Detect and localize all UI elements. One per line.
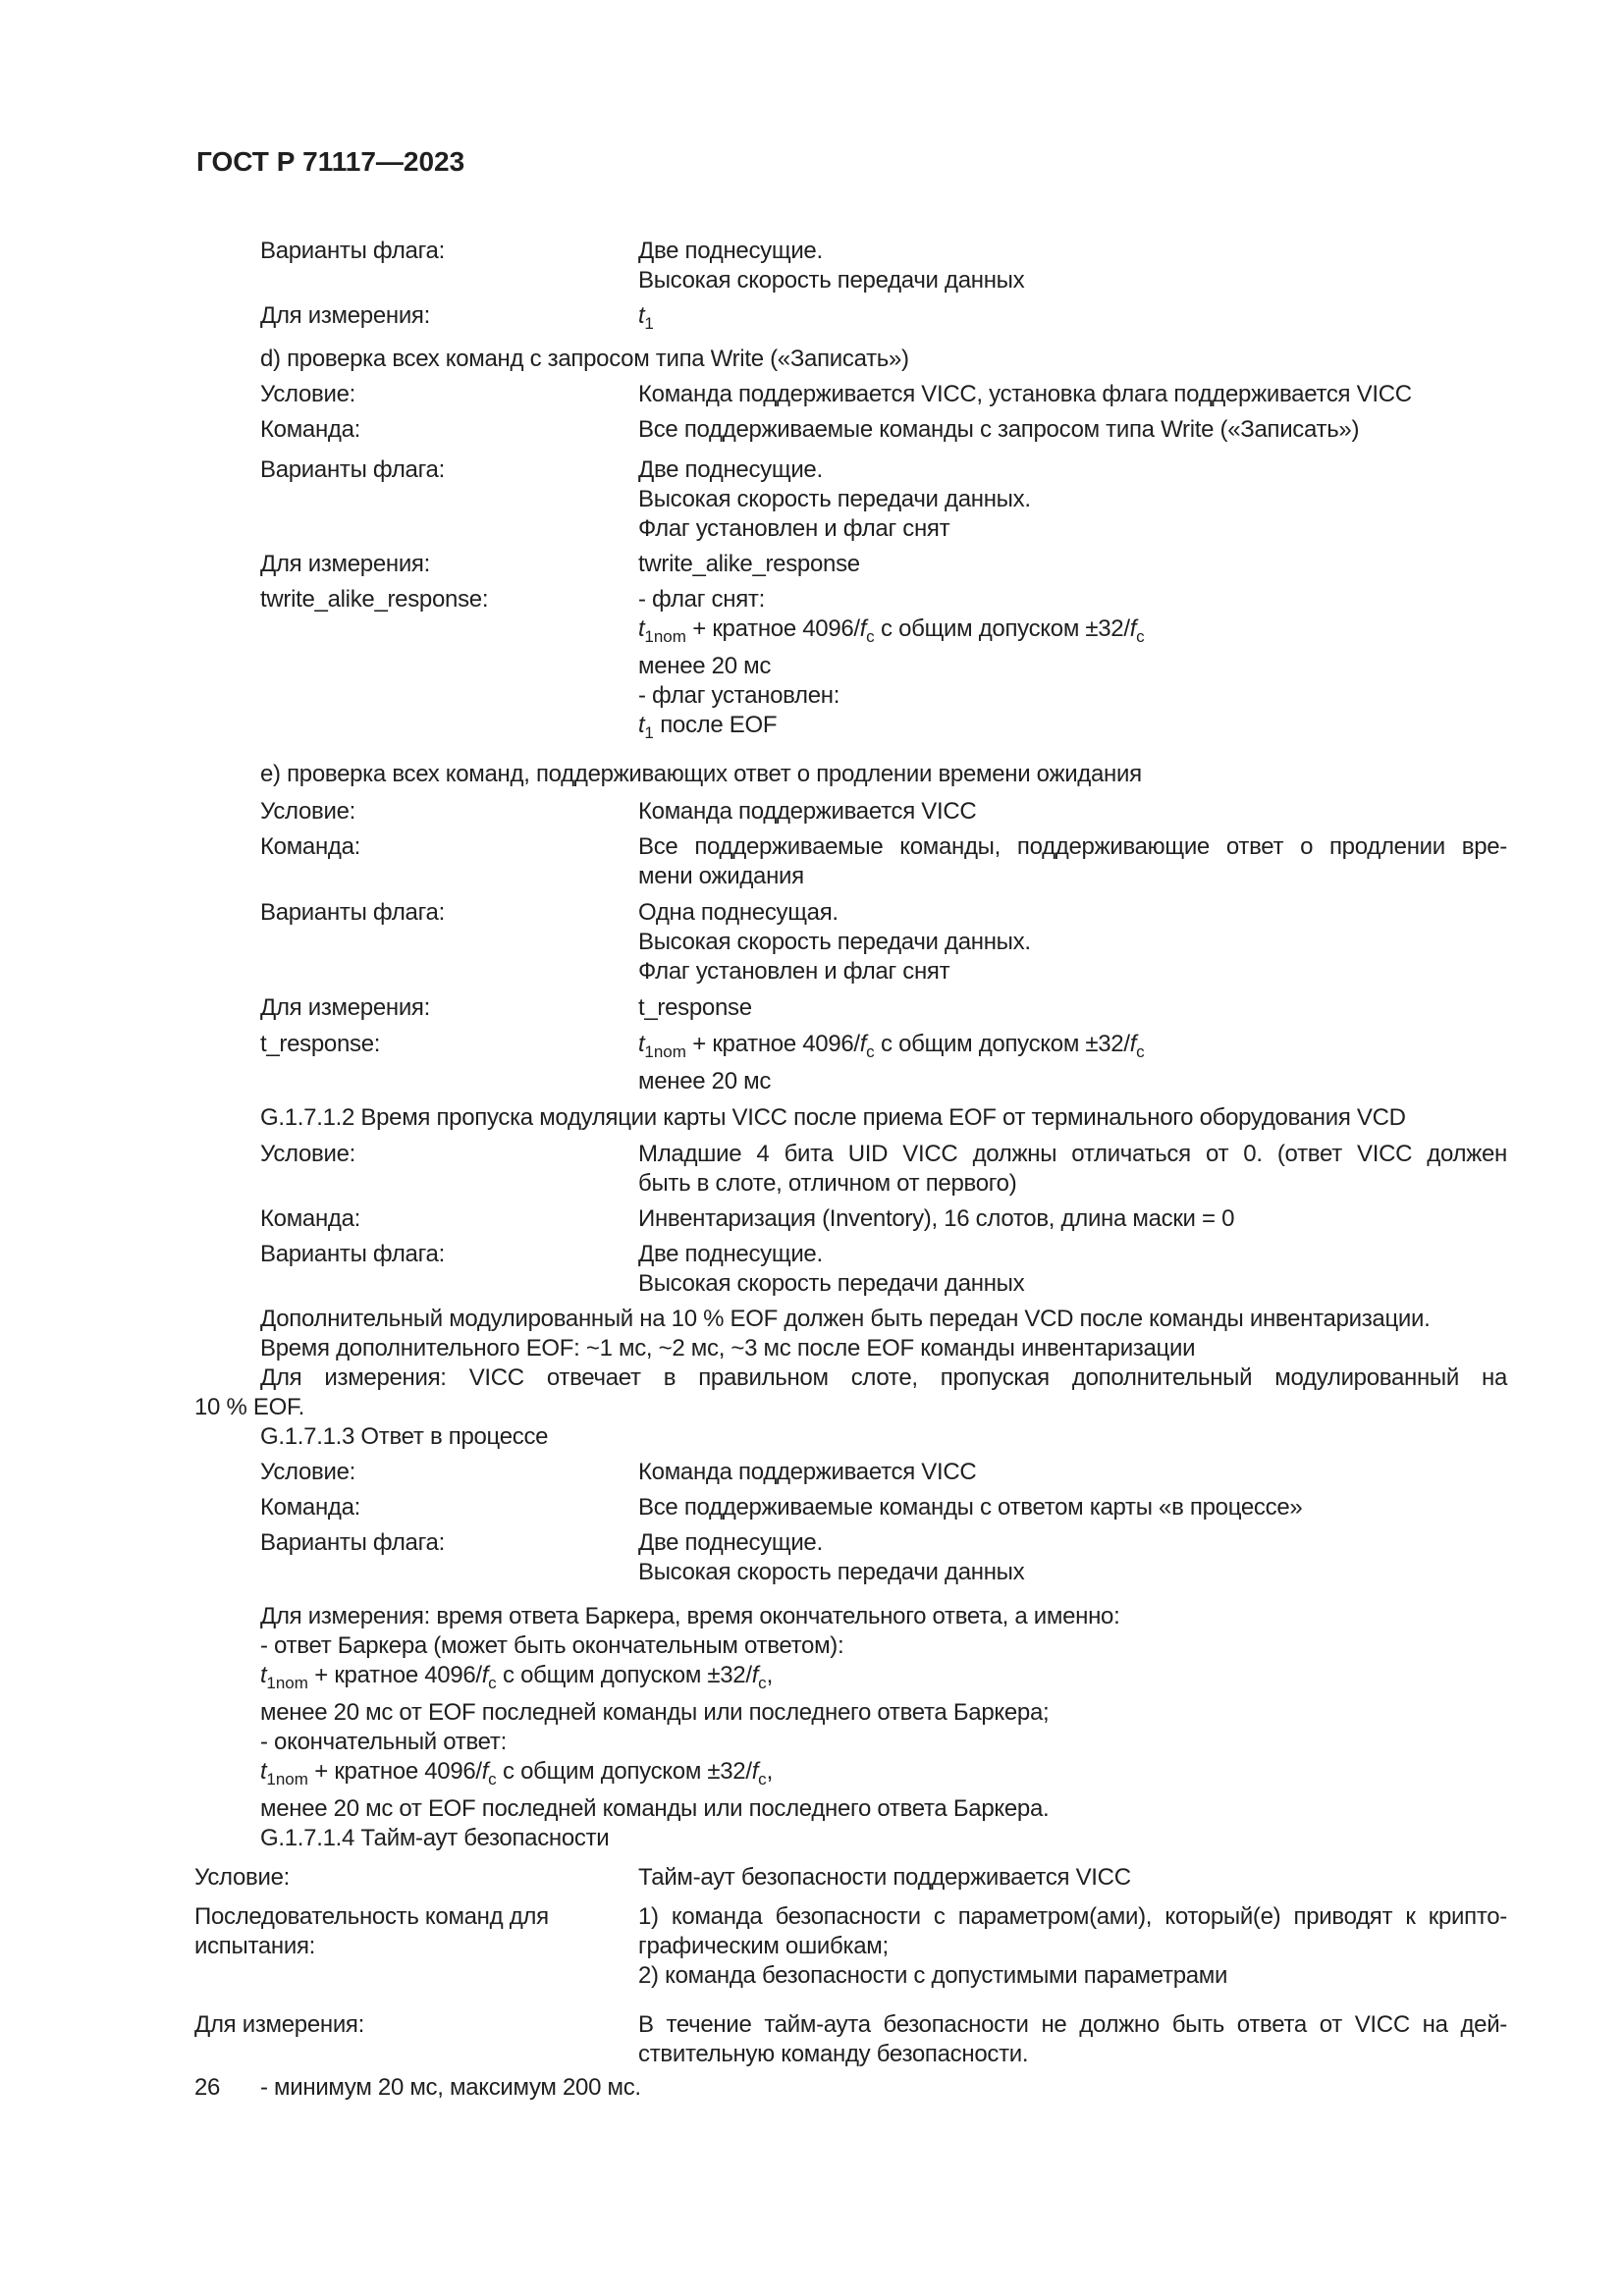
row-label-line: Команда: [260,833,361,860]
formula-text: , [766,1758,773,1785]
formula-text: с общим допуском ±32/ [496,1758,752,1785]
row-label [260,1528,445,1558]
row-value-line: В течение тайм-аута безопасности не должно быть ответа от VICC на дей- [638,2011,1507,2038]
paragraph-line: - окончательный ответ: [260,1729,507,1755]
row-label-line: Варианты флага: [260,1529,445,1556]
row-value-line [638,614,1507,652]
formula-text: , [766,1662,773,1688]
row-value-line: Высокая скорость передачи данных [638,267,1025,294]
subscript-text: c [758,1674,767,1692]
row-value-line: Две поднесущие. [638,1529,823,1556]
row-label [260,1493,360,1522]
row-value-line: быть в слоте, отличном от первого) [638,1170,1017,1197]
row-label-line: twrite_alike_response: [260,586,489,613]
row-value-line: менее 20 мс [638,653,772,679]
row-label [260,380,355,409]
row-label-line: Условие: [260,798,356,825]
italic-symbol: t [638,615,645,642]
row-value-line: менее 20 мс [638,1068,772,1095]
row-label [260,832,360,862]
subscript-text: 1nom [644,627,686,646]
italic-symbol: t [638,302,645,329]
definition-row [194,585,1507,748]
row-label-line: Команда: [260,416,361,443]
section-heading-line: G.1.7.1.2 Время пропуска модуляции карты VICC после приема EOF от терминального оборудования VCD [260,1104,1406,1131]
row-label [260,993,430,1023]
row-value [638,1493,1507,1522]
definition-row [194,301,1507,339]
paragraph [194,2073,1507,2103]
definition-row [194,550,1507,579]
row-value [638,1863,1507,1893]
subscript-text: c [866,1042,875,1061]
row-value-line: Высокая скорость передачи данных. [638,929,1031,955]
definition-row [194,1140,1507,1199]
section-heading-line: G.1.7.1.4 Тайм-аут безопасности [260,1825,610,1851]
row-value-line: Одна поднесущая. [638,899,839,926]
italic-symbol: f [751,1758,759,1785]
italic-symbol: f [1129,615,1137,642]
row-value-line: Младшие 4 бита UID VICC должны отличаться от 0. (ответ VICC должен [638,1141,1507,1167]
formula-text: с общим допуском ±32/ [874,615,1130,642]
row-label [260,1204,360,1234]
italic-symbol: f [481,1662,489,1688]
row-value [638,832,1507,891]
subscript-text: 1nom [266,1770,308,1789]
row-label-line: Команда: [260,1494,361,1521]
row-value [638,1458,1507,1487]
row-value-line: графическим ошибкам; [638,1933,889,1959]
subscript-text: c [488,1770,497,1789]
paragraph-line [194,1661,1507,1698]
row-label [260,415,360,445]
row-label [194,1902,549,1961]
subscript-text: 1 [644,314,654,333]
row-value-line [638,301,1507,339]
row-label [260,1030,380,1059]
section-heading-line: G.1.7.1.3 Ответ в процессе [260,1423,549,1450]
row-value [638,237,1507,295]
row-value [638,1204,1507,1234]
row-label-line: Условие: [260,1141,356,1167]
paragraph-line: 10 % EOF. [194,1394,305,1420]
row-label-line: Для измерения: [260,994,430,1021]
row-value [638,993,1507,1023]
row-value-line: Инвентаризация (Inventory), 16 слотов, длина маски = 0 [638,1205,1235,1232]
row-label-line: испытания: [194,1933,316,1959]
definition-row [194,1030,1507,1096]
row-label-line: Для измерения: [194,2011,364,2038]
row-value [638,898,1507,987]
row-value-line: Высокая скорость передачи данных. [638,486,1031,512]
row-value-line: Команда поддерживается VICC, установка флага поддерживается VICC [638,381,1412,407]
row-value [638,2010,1507,2069]
paragraph [194,1363,1507,1422]
row-value-line: 2) команда безопасности с допустимыми параметрами [638,1962,1228,1989]
row-value-line: ствительную команду безопасности. [638,2041,1029,2067]
italic-symbol: t [638,712,645,738]
row-label-line: Команда: [260,1205,361,1232]
italic-symbol: f [859,1031,867,1057]
row-label [260,1140,355,1169]
italic-symbol: t [260,1662,267,1688]
row-value-line: Флаг установлен и флаг снят [638,958,950,985]
formula-text: с общим допуском ±32/ [874,1031,1130,1057]
row-label [260,1458,355,1487]
formula-text: + кратное 4096/ [307,1662,482,1688]
row-label-line: Варианты флага: [260,238,445,264]
row-label [260,301,430,331]
row-value-line: Две поднесущие. [638,456,823,483]
row-label-line: Варианты флага: [260,1241,445,1267]
row-value-line: Тайм-аут безопасности поддерживается VICC [638,1864,1131,1891]
page-number: 26 [194,2074,221,2101]
row-value-line: Две поднесущие. [638,238,823,264]
italic-symbol: t [260,1758,267,1785]
paragraph-line [194,1757,1507,1794]
row-value [638,455,1507,544]
italic-symbol: f [751,1662,759,1688]
row-value-line: Две поднесущие. [638,1241,823,1267]
subscript-text: c [758,1770,767,1789]
formula-text: + кратное 4096/ [685,615,860,642]
row-label-line: Для измерения: [260,551,430,577]
row-value-line: 1) команда безопасности с параметром(ами), который(е) приводят к крипто- [638,1903,1507,1930]
subscript-text: c [488,1674,497,1692]
row-value [638,380,1507,409]
definition-row [194,1528,1507,1587]
definition-row [194,797,1507,827]
row-value-line: Все поддерживаемые команды, поддерживающие ответ о продлении вре- [638,833,1507,860]
row-label-line: t_response: [260,1031,381,1057]
row-value [638,1902,1507,1991]
definition-row [194,1240,1507,1299]
row-value-line: Флаг установлен и флаг снят [638,515,950,542]
subscript-text: 1nom [644,1042,686,1061]
row-label [260,550,430,579]
row-value [638,1240,1507,1299]
row-value [638,1140,1507,1199]
document-body [194,237,1507,2103]
subscript-text: c [1136,627,1145,646]
row-label [194,2010,364,2040]
row-label [260,237,445,266]
row-value [638,550,1507,579]
row-value-line: - флаг установлен: [638,682,840,709]
row-value [638,585,1507,748]
row-label [194,1863,290,1893]
row-value-line: - флаг снят: [638,586,765,613]
definition-row [194,1458,1507,1487]
subscript-text: 1nom [266,1674,308,1692]
row-value-line: Команда поддерживается VICC [638,1459,977,1485]
paragraph-line: Для измерения: VICC отвечает в правильном слоте, пропуская дополнительный модулированный на [260,1364,1507,1391]
paragraph-line: Для измерения: время ответа Баркера, время окончательного ответа, а именно: [260,1603,1120,1629]
paragraph [194,1602,1507,1824]
row-value-line: Команда поддерживается VICC [638,798,977,825]
paragraph-line: - ответ Баркера (может быть окончательным ответом): [260,1632,844,1659]
paragraph [194,1305,1507,1363]
definition-row [194,993,1507,1023]
row-value-line: Все поддерживаемые команды с ответом карты «в процессе» [638,1494,1303,1521]
paragraph-line: Время дополнительного EOF: ~1 мс, ~2 мс, ~3 мс после EOF команды инвентаризации [260,1335,1196,1362]
italic-symbol: f [481,1758,489,1785]
row-value-line: Высокая скорость передачи данных [638,1270,1025,1297]
section-heading-line: d) проверка всех команд с запросом типа Write («Записать») [260,346,909,372]
formula-text: + кратное 4096/ [685,1031,860,1057]
row-value-line [638,711,1507,748]
row-value [638,301,1507,339]
row-label-line: Для измерения: [260,302,430,329]
row-value-line: Все поддерживаемые команды с запросом типа Write («Записать») [638,416,1360,443]
subscript-text: c [1136,1042,1145,1061]
paragraph-line: Дополнительный модулированный на 10 % EOF должен быть передан VCD после команды инвентаризации. [260,1306,1431,1332]
row-label-line: Условие: [194,1864,291,1891]
row-label [260,1240,445,1269]
definition-row [194,832,1507,891]
row-label-line: Последовательность команд для [194,1903,549,1930]
row-label-line: Условие: [260,381,356,407]
definition-row [194,898,1507,987]
formula-text: с общим допуском ±32/ [496,1662,752,1688]
row-label [260,585,488,614]
row-value-line [638,1030,1507,1067]
subscript-text: 1 [644,723,654,742]
row-value-line: Высокая скорость передачи данных [638,1559,1025,1585]
definition-row [194,1204,1507,1234]
section-heading-line: e) проверка всех команд, поддерживающих ответ о продлении времени ожидания [260,761,1142,787]
row-value-line: twrite_alike_response [638,551,860,577]
definition-row [194,1493,1507,1522]
definition-row [194,1863,1507,1893]
row-label-line: Варианты флага: [260,456,445,483]
definition-row [194,455,1507,544]
row-label-line: Условие: [260,1459,356,1485]
italic-symbol: t [638,1031,645,1057]
definition-row [194,415,1507,445]
row-label [260,797,355,827]
formula-text: + кратное 4096/ [307,1758,482,1785]
formula-text: после EOF [653,712,778,738]
definition-row [194,380,1507,409]
definition-row [194,2010,1507,2069]
paragraph-line: менее 20 мс от EOF последней команды или последнего ответа Баркера. [260,1795,1050,1822]
row-value [638,1030,1507,1096]
row-value [638,415,1507,445]
row-value [638,797,1507,827]
row-label-line: Варианты флага: [260,899,445,926]
row-value-line: t_response [638,994,752,1021]
paragraph-line: - минимум 20 мс, максимум 200 мс. [260,2074,641,2101]
row-label [260,455,445,485]
italic-symbol: f [1129,1031,1137,1057]
subscript-text: c [866,627,875,646]
row-label [260,898,445,928]
document-header: ГОСТ Р 71117—2023 [196,146,465,177]
row-value [638,1528,1507,1587]
italic-symbol: f [859,615,867,642]
paragraph-line: менее 20 мс от EOF последней команды или последнего ответа Баркера; [260,1699,1050,1726]
definition-row [194,237,1507,295]
row-value-line: мени ожидания [638,863,804,889]
definition-row [194,1902,1507,1991]
